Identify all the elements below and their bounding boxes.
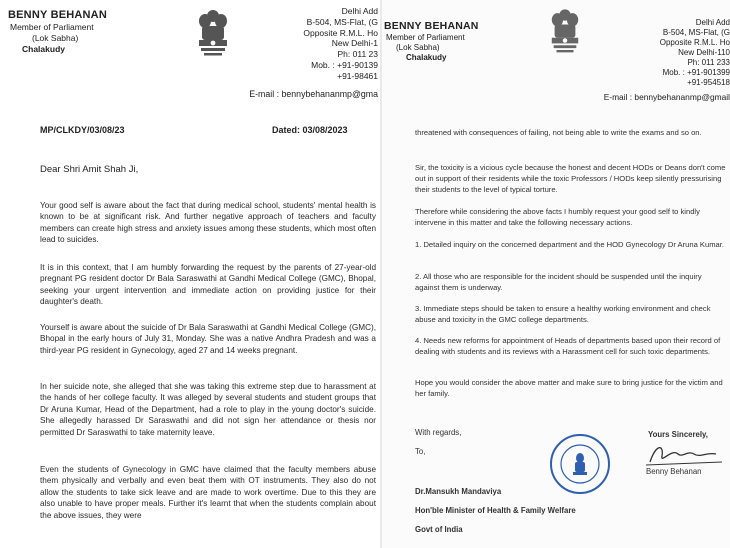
paragraph: It is in this context, that I am humbly forwarding the request by the parents of 27-year-old pregnant PG resident doctor Dr Bala Saraswathi at Gandhi Medical College (GMC), Bhopal, seeking your urgent intervention and immediate action on providing justice for their daughter's death. <box>40 263 376 307</box>
action-item: 2. All those who are responsible for the incident should be suspended until the inquiry against them is underway. <box>415 272 702 293</box>
recipient-org: Govt of India <box>415 525 463 534</box>
paragraph: Hope you would consider the above matter and make sure to bring justice for the victim and her family. <box>415 378 723 399</box>
national-emblem-icon <box>548 4 582 62</box>
letterhead-designation: Member of Parliament <box>10 22 94 32</box>
action-item: 4. Needs new reforms for appointment of Heads of departments based upon their record of dealing with students and its reviews with a Harassment cell for such toxic departments. <box>415 336 721 357</box>
paragraph: In her suicide note, she alleged that she was taking this extreme step due to harassment at the hands of her college faculty. It was alleged by several students and student groups that Dr Aruna Kumar, Head of the Department, had a role to play in the young doctor's suicide. She allegedly harassed Dr Saraswathi and did not sign her attendance or thesis nor permitted Dr Saraswathi to take maternity leave. <box>40 382 376 437</box>
paragraph: Therefore while considering the above facts I humbly request your good self to kindly intervene in this matter and take the following necessary actions. <box>415 207 700 228</box>
letterhead-constituency: Chalakudy <box>22 44 65 54</box>
letterhead-email: E-mail : bennybehananmp@gma <box>249 89 378 99</box>
address-line: Delhi Add <box>695 18 730 27</box>
reference-number: MP/CLKDY/03/08/23 <box>40 125 125 135</box>
paragraph: Even the students of Gynecology in GMC have claimed that the faculty members abuse them physically and verbally and even beat them with OT instruments. They also do not allow the students to take sick leave and are made to work overtime. Due to this they are also unable to have proper meals. Further it's learnt that when the students complain about the above issues, they were <box>40 465 376 520</box>
letter-date: Dated: 03/08/2023 <box>272 125 348 135</box>
yours-sincerely: Yours Sincerely, <box>648 430 708 439</box>
address-line: +91-954518 <box>687 78 730 87</box>
letterhead-designation: Member of Parliament <box>386 33 465 42</box>
address-line: Ph: 011 233 <box>687 58 730 67</box>
closing: With regards, <box>415 428 462 437</box>
address-line: B-504, MS-Flat, (G <box>306 16 378 27</box>
recipient-title: Hon'ble Minister of Health & Family Welfare <box>415 506 576 515</box>
paragraph: Yourself is aware about the suicide of Dr Bala Saraswathi at Gandhi Medical College (GMC), Bhopal in the early hours of July 31, Monday. She was a native Andhra Pradesh and was a third-year PG resident in Gynecology, aged 27 and 14 weeks pregnant. <box>40 323 376 355</box>
national-emblem-icon <box>195 6 231 64</box>
recipient-name: Dr.Mansukh Mandaviya <box>415 487 502 496</box>
letterhead-address <box>303 6 378 82</box>
address-line: Mob. : +91-90139 <box>311 59 378 70</box>
paragraph: threatened with consequences of failing, not being able to write the exams and so on. <box>415 128 702 137</box>
letterhead-name: BENNY BEHANAN <box>8 9 107 21</box>
address-line: Mob. : +91-901399 <box>662 68 730 77</box>
paragraph: Your good self is aware about the fact that during medical school, students' mental health is known to be at significant risk. And further negative approach of teachers and faculty members can create high stress and anxiety issues among these students, which most often lead to suicides. <box>40 201 376 245</box>
action-item: 1. Detailed inquiry on the concerned department and the HOD Gynecology Dr Aruna Kumar. <box>415 240 724 249</box>
letterhead-address <box>660 18 730 88</box>
signatory-name: Benny Behanan <box>646 467 702 476</box>
action-item: 3. Immediate steps should be taken to ensure a healthy working environment and check abuse and toxicity in the GMC college departments. <box>415 304 711 325</box>
handwritten-signature-icon <box>642 440 730 470</box>
letterhead-house: (Lok Sabha) <box>396 43 440 52</box>
address-line: New Delhi-1 <box>331 38 378 49</box>
letterhead-constituency: Chalakudy <box>406 53 447 62</box>
address-line: New Delhi-110 <box>678 48 730 57</box>
to-label: To, <box>415 447 426 456</box>
letterhead-house: (Lok Sabha) <box>32 33 79 43</box>
salutation: Dear Shri Amit Shah Ji, <box>40 164 139 175</box>
address-line: Delhi Add <box>341 6 378 16</box>
address-line: +91-98461 <box>337 70 378 81</box>
letter-page-2 <box>382 0 730 548</box>
address-line: Opposite R.M.L. Ho <box>659 38 730 47</box>
official-seal-icon <box>548 432 612 496</box>
address-line: Opposite R.M.L. Ho <box>303 27 378 38</box>
letterhead-email: E-mail : bennybehananmp@gmail <box>603 92 730 102</box>
letterhead-name: BENNY BEHANAN <box>384 20 479 32</box>
paragraph: Sir, the toxicity is a vicious cycle because the honest and decent HODs or Deans don't come out in support of their residents while the toxic Professors / HODs keep silently pressurising their students to the level of typical torture. <box>415 163 726 195</box>
address-line: B-504, MS-Flat, (G <box>662 28 730 37</box>
address-line: Ph: 011 23 <box>337 49 378 60</box>
